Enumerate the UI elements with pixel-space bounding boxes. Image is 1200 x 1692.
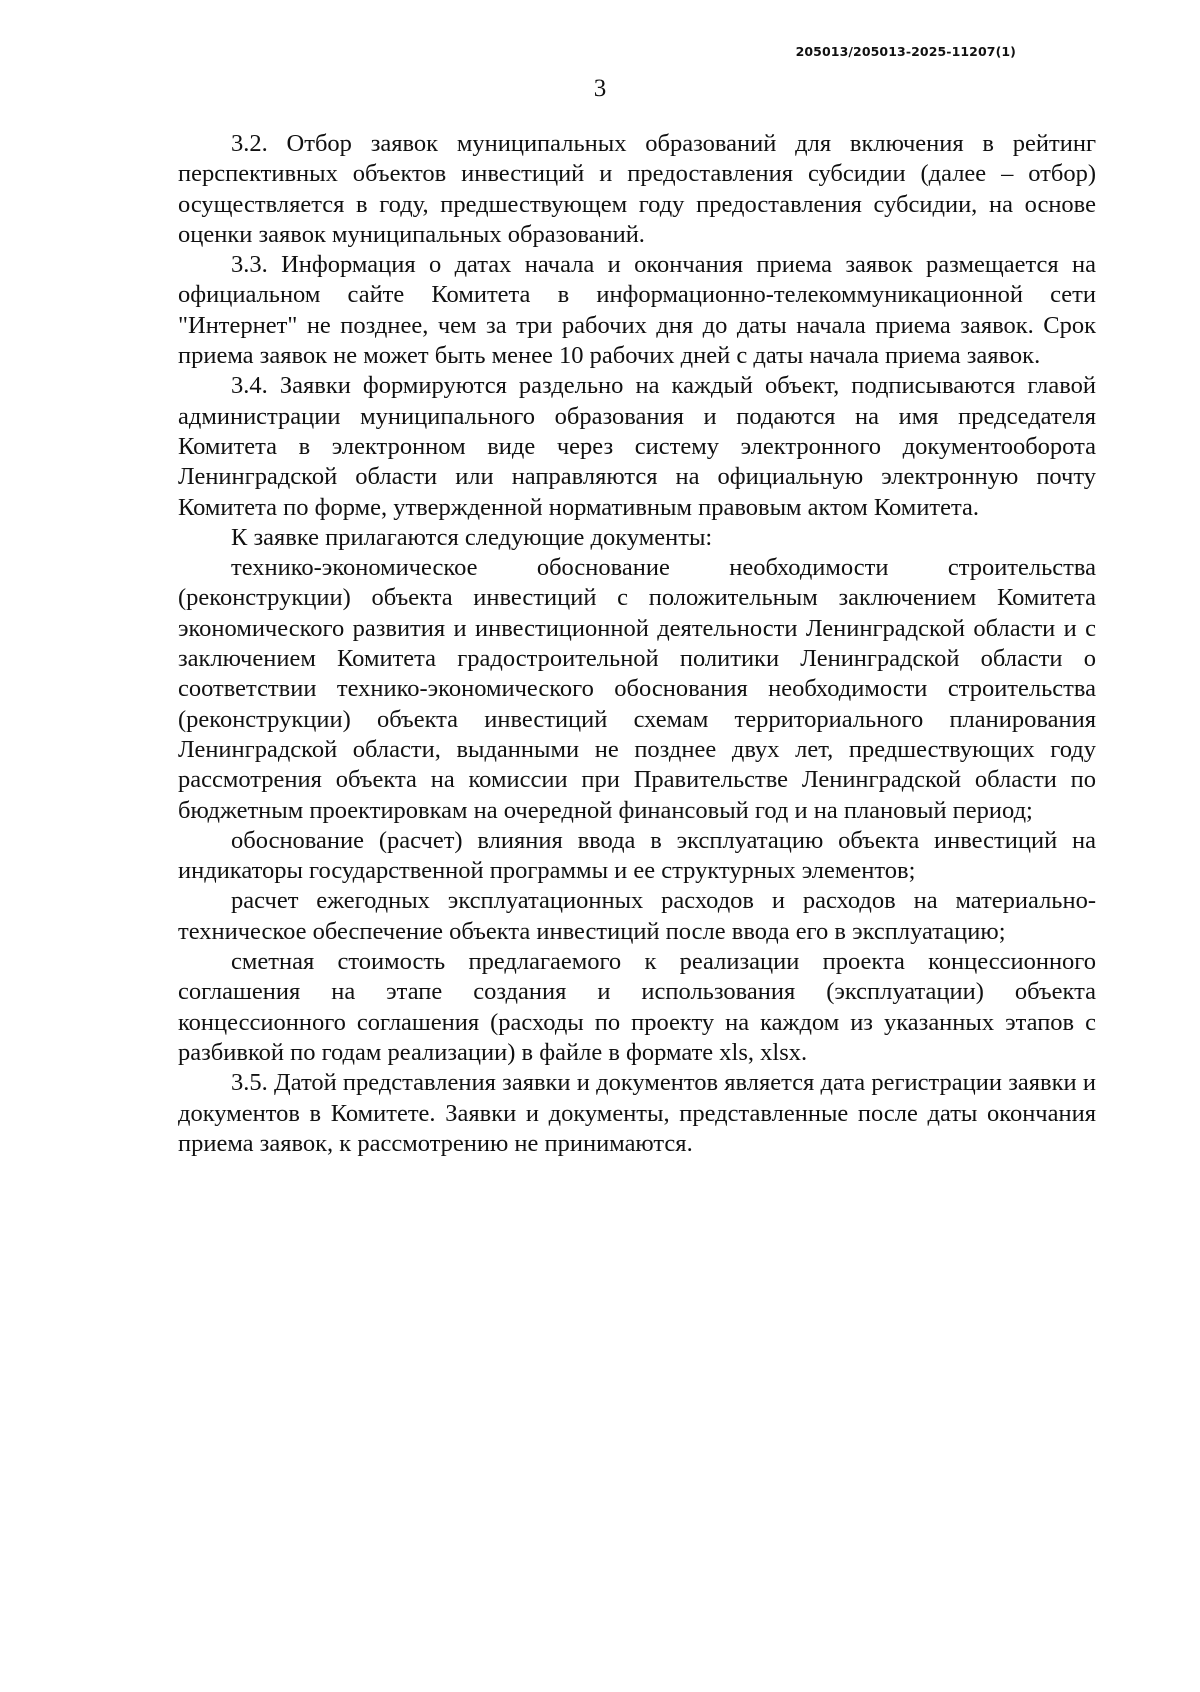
paragraph-3-3: 3.3. Информация о датах начала и окончания приема заявок размещается на официальном сайте Комитета в информационно-телекоммуникационной сети "Интернет" не позднее, чем за три рабочих дня до даты начала приема заявок. Срок приема заявок не может быть менее 10 рабочих дней с даты начала приема заявок. — [178, 251, 1096, 370]
paragraph-3-4: 3.4. Заявки формируются раздельно на каждый объект, подписываются главой администрации муниципального образования и подаются на имя председателя Комитета в электронном виде через систему электронного документооборота Ленинградской области или направляются на официальную электронную почту Комитета по форме, утвержденной нормативным правовым актом Комитета. — [178, 372, 1096, 521]
document-body — [178, 129, 1096, 1159]
paragraph-3-2: 3.2. Отбор заявок муниципальных образований для включения в рейтинг перспективных объектов инвестиций и предоставления субсидии (далее – отбор) осуществляется в году, предшествующем году предоставления субсидии, на основе оценки заявок муниципальных образований. — [178, 130, 1096, 248]
page-number: 3 — [593, 75, 607, 102]
attachment-feasibility-study: технико-экономическое обоснование необходимости строительства (реконструкции) объекта инвестиций с положительным заключением Комитета экономического развития и инвестиционной деятельности Ленинградской области и с заключением Комитета градостроительной политики Ленинградской области о соответствии технико-экономического обоснования необходимости строительства (реконструкции) объекта инвестиций схемам территориального планирования Ленинградской области, выданными не позднее двух лет, предшествующих году рассмотрения объекта на комиссии при Правительстве Ленинградской области по бюджетным проектировкам на очередной финансовый год и на плановый период; — [178, 554, 1096, 824]
attachment-cost-estimate: сметная стоимость предлагаемого к реализации проекта концессионного соглашения на этапе создания и использования (эксплуатации) объекта концессионного соглашения (расходы по проекту на каждом из указанных этапов с разбивкой по годам реализации) в файле в формате xls, xlsx. — [178, 948, 1096, 1066]
document-registration-number: 205013/205013-2025-11207(1) — [795, 44, 1016, 59]
attachment-impact-justification: обоснование (расчет) влияния ввода в эксплуатацию объекта инвестиций на индикаторы государственной программы и ее структурных элементов; — [178, 826, 1096, 885]
attachments-intro: К заявке прилагаются следующие документы: — [231, 523, 713, 551]
attachment-operating-costs: расчет ежегодных эксплуатационных расходов и расходов на материально-техническое обеспечение объекта инвестиций после ввода его в эксплуатацию; — [178, 887, 1096, 945]
paragraph-3-5: 3.5. Датой представления заявки и документов является дата регистрации заявки и документов в Комитете. Заявки и документы, представленные после даты окончания приема заявок, к рассмотрению не принимаются. — [178, 1069, 1096, 1157]
